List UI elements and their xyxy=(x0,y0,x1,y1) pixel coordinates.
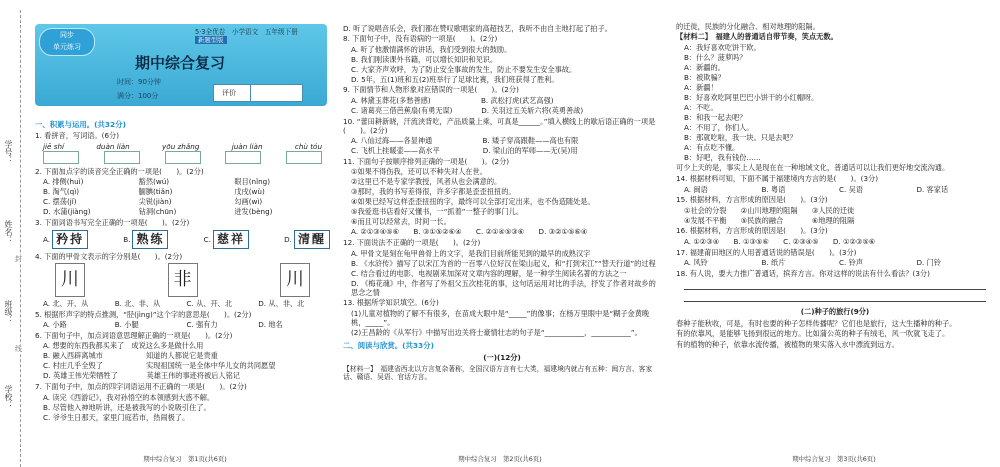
dialogue-line: A：新疆！ xyxy=(684,82,718,92)
question-10: 10. “蕾田耕新晓，汗流浃背吃，产品质量上乘，可真是______。”填入横线上的歇后语正确的一项是( )。(2分) xyxy=(343,116,656,135)
page-1 xyxy=(0,0,335,467)
answer-line[interactable] xyxy=(684,283,986,290)
q3-option-b[interactable]: B. 熟练 xyxy=(123,230,168,249)
dialogue-line: B：好喜欢吃阿里巴巴小饼干的小红帽呀。 xyxy=(684,92,819,102)
option-line: C. 诸葛亮三借芭蕉扇(有勇无谋) D. 关羽过五关斩六将(英勇善战) xyxy=(351,105,584,115)
pinyin-row xyxy=(43,142,322,151)
question-18: 18. 有人说，要大力推广普通话，摈弃方言。你对这样的说法有什么看法？(3分) xyxy=(676,268,930,278)
writing-grid[interactable] xyxy=(43,151,322,164)
writing-box[interactable] xyxy=(43,151,79,164)
score-box[interactable] xyxy=(213,84,303,102)
q5-options: A. 小路 B. 小腿 C. 强有力 D. 地名 xyxy=(43,320,283,330)
gutter-label-class: 班级： xyxy=(4,300,13,324)
q2-row: C. 摆荡(jǐ) 尖锐(jiàn) 勾画(wì) xyxy=(43,197,263,207)
question-15: 15. 根据材料，方言形成的原因是( )。(3分) xyxy=(676,195,828,205)
q7-row: C. 爷爷生日那天，家里门庭若市，热闹极了。 xyxy=(43,412,190,422)
pinyin-item: juàn liàn xyxy=(231,141,263,151)
passage-paragraph: 有的依靠风，是能够飞扬到很远的地方。比如蒲公英的种子有绒毛，风一吹就飞走了。 xyxy=(676,329,950,339)
series-text: 5·3全优卷 小学语文 五年级下册 xyxy=(195,28,298,36)
section-heading: 一、积累与运用。(共32分) xyxy=(35,120,126,129)
gutter-label-name: 姓名： xyxy=(4,220,13,244)
subsection-title: (二)种子的旅行(9分) xyxy=(800,306,870,316)
passage-paragraph: 春种子能秋收，可是，有时也要的种子怎样传播呢？它们也是旅行，这大生播种的种子。 xyxy=(676,318,957,328)
option-line: B. 我们刚读课外书籍，可以增长知识和见识。 xyxy=(351,54,498,64)
dialogue-line: A：新疆的。 xyxy=(684,62,725,72)
new-badge: 新题型版 xyxy=(195,36,227,44)
sentence-line: ④如果已经写这样歪歪扭扭的字，最终可以全部打定出来，也不伪造随处是。 xyxy=(351,197,595,207)
time-info: 时间：90分钟 xyxy=(117,78,161,86)
q6-row: A. 想要的东西我都买来了 成说这么多是做什么用 xyxy=(43,341,204,351)
q4-options: A. 北、开、从 B. 北、非、从 C. 从、开、北 D. 从、非、北 xyxy=(43,299,305,309)
writing-box[interactable] xyxy=(286,151,322,164)
oracle-glyph: 非 xyxy=(168,263,198,297)
dialogue-line: B：被欺骗？ xyxy=(684,72,725,82)
pinyin-item: chù tóu xyxy=(294,141,322,151)
material-2-title: 【材料二】 福建人的普通话自带节奏，笑点无数。 xyxy=(676,32,838,42)
option-line: A. ①②③④ B. ①③⑤⑥ C. ②③④⑤ D. ①②③⑤⑥ xyxy=(684,236,876,246)
question-2: 2. 下面加点字的读音完全正确的一项是( )。(2分) xyxy=(35,166,204,176)
full-score-info: 满分：100分 xyxy=(117,92,159,100)
badge-line-2: 单元练习 xyxy=(53,43,81,51)
q7-row: A. 读完《西游记》，我对孙悟空的本领感到大惑不解。 xyxy=(43,392,215,402)
question-5: 5. 根据形声字的特点推测，“胫(jìng)”这个字的意思是( )。(2分) xyxy=(35,309,252,319)
gutter-label-school: 学校： xyxy=(4,385,13,409)
q2-row: D. 水蒲(jiàng) 钻洞(chūn) 迸发(bèng) xyxy=(43,207,273,217)
section-heading: 二、阅读与欣赏。(共33分) xyxy=(343,340,434,350)
subsection-title: (一)(12分) xyxy=(483,352,521,362)
binding-line xyxy=(20,10,21,467)
page-2 xyxy=(337,0,663,467)
option-line: A. 甲骨文是刻在龟甲兽骨上的文字，是我们目前所能见到的最早的成熟汉字 xyxy=(351,248,591,258)
series-info xyxy=(195,28,327,44)
question-4: 4. 下面的甲骨文表示的字分别是( )。(2分) xyxy=(35,252,183,262)
gutter-label-id: 学号： xyxy=(4,140,13,164)
q7-row: B. 尽管他入神地听讲，还是被我写的小说吸引住了。 xyxy=(43,402,211,412)
option-line: D. 《梅花魂》中，作者写了外祖父五次桂花的事，这句话运用对比的手法，抒发了作者对故乡的思念之情 xyxy=(351,278,656,297)
gutter-cut-line: 线 xyxy=(15,345,22,353)
fill-line[interactable]: (2)王昌龄的《从军行》中描写出边关将士豪情壮志的句子是“___________，___________”。 xyxy=(351,327,642,337)
text-line: 的迁徙，民族的分化融合、相对地理的阻隔。 xyxy=(676,21,820,31)
question-1: 1. 看拼音，写词语。(6分) xyxy=(35,130,120,140)
oracle-glyph: 川 xyxy=(280,263,310,297)
q3-option-a[interactable]: A. 矜持 xyxy=(43,230,88,249)
writing-box[interactable] xyxy=(225,151,261,164)
sentence-line: ⑤我爱逛书店看好又懂书，一“抓着”一整子的事门儿。 xyxy=(351,207,524,217)
option-line: A. 林黛玉葬花(多愁善感) B. 武松打虎(武艺高强) xyxy=(351,95,554,105)
binding-gutter xyxy=(0,0,30,467)
question-17: 17. 福建莆田地区的人用普通话说的错误是( )。(3分) xyxy=(676,247,857,257)
writing-box[interactable] xyxy=(104,151,140,164)
dialogue-line: A：不吃。 xyxy=(684,102,718,112)
page-footer: 期中综合复习 第3页(共6页) xyxy=(792,455,876,463)
q2-row: A. 排侧(huì) 豁然(wú) 眼目(nǐng) xyxy=(43,177,270,187)
dialogue-line: B：好吧，我有钱份…… xyxy=(684,152,761,162)
dialogue-line: B：那就吃啦，我一块。只是去吧？ xyxy=(684,132,797,142)
writing-box[interactable] xyxy=(165,151,201,164)
question-13: 13. 根据所学知识填空。(6分) xyxy=(343,298,439,308)
page-3 xyxy=(668,0,1000,467)
q6-row: C. 村庄几乎全毁了 实现祖国统一是全体中华儿女的共同愿望 xyxy=(43,361,276,371)
q17-options: A. 风铃 B. 纸片 C. 铃声 D. 门铃 xyxy=(684,258,941,268)
question-12: 12. 下面说法不正确的一项是( )。(2分) xyxy=(343,237,481,247)
oracle-glyphs xyxy=(55,263,310,297)
oracle-glyph: 川 xyxy=(55,263,85,297)
pinyin-item: yōu zhǎng xyxy=(162,141,200,151)
mid-content xyxy=(343,22,661,382)
page-footer: 期中综合复习 第2页(共6页) xyxy=(458,455,542,463)
page-footer: 期中综合复习 第1页(共6页) xyxy=(143,455,227,463)
sentence-line: ⑥而且可以经常去，时间一长。 xyxy=(351,217,451,227)
option-line: A. 听了他激情满怀的讲话，我们受到很大的鼓励。 xyxy=(351,44,512,54)
pinyin-item: duàn liàn xyxy=(96,141,130,151)
text-line: D. 听了说唱音乐会，我们都在赞叹歌唱家的高超技艺，我听不由自主地打起了拍子。 xyxy=(343,23,612,33)
exam-header-banner xyxy=(35,24,327,106)
dialogue-line: B：和我一起去吧？ xyxy=(684,112,747,122)
dialogue-line: A：有点吃不懂。 xyxy=(684,142,740,152)
question-6: 6. 下面句子中，加点词语意思理解正确的一项是( )。(2分) xyxy=(35,330,233,340)
question-9: 9. 下面情节和人物形象对应错误的一项是( )。(2分) xyxy=(343,85,519,95)
gutter-cut-seal: 封 xyxy=(15,255,22,263)
question-7: 7. 下面句子中，加点的四字词语运用不正确的一项是( )。(2分) xyxy=(35,382,247,391)
passage-paragraph: 有的植物的种子，依靠水流传播，被植物的果实落入水中漂流到远方。 xyxy=(676,339,899,349)
option-line: D. 5年，五(1)班和五(2)班举行了足球比赛，我们班获得了胜利。 xyxy=(351,74,559,84)
option-line: C. 结合看过的电影、电视剧来加深对文章内容的理解，是一种学生阅读名著的方法之一 xyxy=(351,268,627,278)
option-line: C. 大家齐声欢呼，为了防止安全事故的发生，防止不要发生安全事故。 xyxy=(351,64,577,74)
q2-row: B. 淘气(qì) 腼腆(tiǎn) 戊戌(wù) xyxy=(43,187,265,197)
option-line: C. 飞机上挂暖壶——高水平 D. 梁山泊的军师——无(吴)用 xyxy=(351,146,578,156)
q3-option-d[interactable]: D. 清醒 xyxy=(284,230,330,249)
q6-row: B. 融入西辟离城市 知道的人都说它是贵重 xyxy=(43,351,218,361)
option-line: ④发展不平衡 ⑤民族的融合 ⑥地理的阻隔 xyxy=(684,215,855,225)
option-line: ①社会的分裂 ②山川地理的阻隔 ③人民的迁徙 xyxy=(684,205,855,215)
badge-line-1: 同步 xyxy=(60,31,74,39)
unit-badge xyxy=(39,28,95,56)
option-line: A. ②①③④⑤⑥ B. ③①⑤②⑥④ C. ②①④⑤③⑥ D. ③②①⑤⑥④ xyxy=(351,227,588,237)
question-3: 3. 下面词语书写完全正确的一项是( )。(2分) xyxy=(35,218,190,228)
question-14: 14. 根据材料可知，下面不属于福建境内方言的是( )。(3分) xyxy=(676,173,879,183)
q6-row: D. 英雄王伟光荣牺牲了 英雄王伟的事迹将被后人铭记 xyxy=(43,371,240,381)
question-16: 16. 根据材料，方言形成的原因是( )。(3分) xyxy=(676,226,828,236)
right-content xyxy=(676,20,994,351)
question-8: 8. 下面句子中，没有语病的一项是( )。(2分) xyxy=(343,34,498,44)
pinyin-item: jiē shí xyxy=(43,141,64,151)
dialogue-line: B：什么？菠萝吗？ xyxy=(684,52,747,62)
option-line: B. 《水浒传》描写了以宋江为首的一百零八位好汉在梁山起义，和“打到宋江”“替天行道”的过程 xyxy=(351,258,656,268)
q3-option-c[interactable]: C. 慈祥 xyxy=(204,230,249,249)
option-line: A. 八仙过海——各显神通 B. 矮子穿高跟鞋——高也有限 xyxy=(351,136,579,146)
score-label: 评价 xyxy=(222,89,236,97)
text-line: 可少上天的是，事实上人是现在在一种地域文化，普通话可以让我们更好地交流沟通。 xyxy=(676,163,950,173)
q14-options: A. 闽语 B. 粤语 C. 吴语 D. 客家话 xyxy=(684,184,949,194)
q3-options xyxy=(43,230,330,249)
material-1: 【材料一】 福建省西北以方言复杂著称，全国汉语方言有七大类，福建境内就占有五种：闽方言、客家话、赣语、吴语、官话方言。 xyxy=(343,364,653,382)
sentence-line: ②这里已不是专家学教授，风者从也会满意的。 xyxy=(351,177,502,187)
sentence-line: ③那时，我的书写差得很，许多字都是歪歪扭扭的。 xyxy=(351,187,516,197)
answer-line[interactable] xyxy=(684,295,986,302)
page-title: 期中综合复习 xyxy=(135,54,226,72)
sentence-line: ①如果不得伤我，还可以不种失对人在世。 xyxy=(351,167,487,177)
fill-line[interactable]: (1)儿童对植物的了解不有很多，在苗成大眼中是“_____”的像事；在杨万里眼中是“糊子金黄晚桃，_____”。 xyxy=(351,308,650,327)
dialogue-line: A：不用了，你们人。 xyxy=(684,122,754,132)
dialogue-line: A：我好喜欢吃饼干欧。 xyxy=(684,42,761,52)
part1-content xyxy=(35,120,330,423)
question-11: 11. 下面句子按顺序排列正确的一项是( )。(2分) xyxy=(343,156,510,166)
